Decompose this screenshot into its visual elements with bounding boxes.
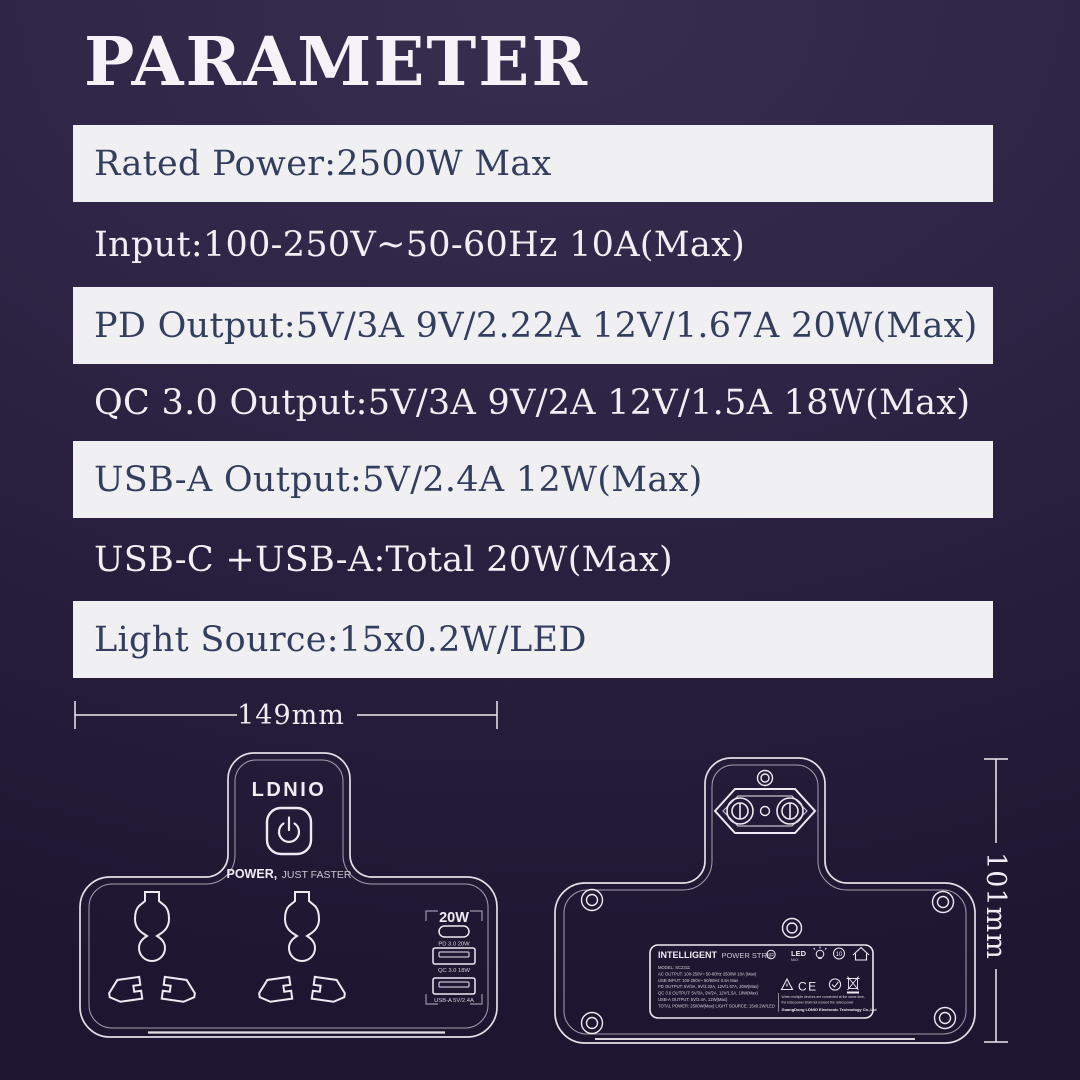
- back-outline-outer: [555, 758, 975, 1043]
- pin-slot-left: [257, 977, 292, 1003]
- label-spec-line: MODEL: SC2311: [658, 965, 691, 970]
- screws: [582, 771, 956, 1034]
- spec-row-usba-output: [73, 441, 993, 518]
- usb-c-port-icon: [439, 926, 469, 937]
- screw-top-right-icon: [933, 892, 954, 913]
- company-name: GuangDong LDNIO Electronic Technology Co.,Ltd: [781, 1007, 877, 1012]
- usb-a-port-1-icon: [433, 948, 475, 964]
- bulb-icon: [814, 947, 827, 959]
- house-icon: [853, 948, 869, 961]
- weee-bin-icon: [847, 977, 860, 994]
- label-warning-line: the total power shall not exceed the rated power: [781, 1000, 854, 1005]
- power-button: [267, 808, 311, 854]
- spec-row-pd-output: [73, 287, 993, 364]
- label-warning-lines: [782, 995, 865, 1005]
- spec-text: USB-C +USB-A:Total 20W(Max): [94, 539, 673, 580]
- label-warning-line: When multiple devices are connected at the same time,: [781, 995, 865, 999]
- label-spec-lines: [658, 965, 775, 1008]
- width-dimension-label: 149mm: [237, 700, 345, 731]
- label-spec-line: USB-A OUTPUT: 5V/2.4A, 12W(Max): [658, 997, 728, 1002]
- plug-pin-left-icon: [727, 798, 753, 824]
- ground-pin-hole: [285, 892, 319, 961]
- pin-slot-left: [107, 977, 142, 1003]
- power-strip-back-view: [535, 745, 1015, 1065]
- back-outline-inner: [564, 765, 966, 1034]
- led-icon: LED: [791, 949, 806, 958]
- usb-power-badge: 20W: [439, 910, 469, 926]
- usb-a-port-2-label: USB-A 5V/2.4A: [434, 998, 474, 1004]
- pin-slot-right: [312, 977, 347, 1003]
- spec-text: QC 3.0 Output:5V/3A 9V/2A 12V/1.5A 18W(Max): [94, 382, 971, 423]
- usb-c-port-label: PD 3.0 20W: [438, 941, 470, 948]
- pin-slot-right: [162, 977, 197, 1003]
- power-icon: [279, 818, 299, 842]
- spec-text: Rated Power:2500W Max: [94, 143, 552, 184]
- ground-pin-hole: [135, 892, 169, 961]
- page-title: PARAMETER: [84, 22, 589, 101]
- spec-text: USB-A Output:5V/2.4A 12W(Max): [94, 459, 703, 500]
- spec-row-qc-output: [73, 364, 993, 441]
- circled-10-icon: [834, 948, 845, 959]
- led-max-label: MAX: [791, 958, 799, 962]
- height-dimension-label: 101mm: [980, 852, 1011, 960]
- spec-row-input: [73, 202, 993, 287]
- label-spec-line: USB INPUT: 100-250V~ 50/60Hz 0.5A Max: [658, 977, 739, 983]
- universal-socket-right: [257, 892, 346, 1003]
- spec-text: PD Output:5V/3A 9V/2.22A 12V/1.67A 20W(Max): [94, 305, 978, 346]
- spec-text: Light Source:15x0.2W/LED: [94, 619, 587, 660]
- label-spec-line: TOTAL POWER: 2500W(Max) LIGHT SOURCE: 15x0.2W/LED: [658, 1003, 775, 1009]
- svg-text:10: 10: [835, 952, 843, 958]
- screw-center-icon: [783, 919, 802, 938]
- label-spec-line: AC OUTPUT: 100-250V~ 50-60Hz 2500W 10A (Max): [658, 971, 757, 977]
- screw-bottom-right-icon: [935, 1008, 956, 1029]
- spec-row-rated-power: [73, 125, 993, 202]
- plug-center-hole-icon: [761, 807, 770, 816]
- tagline: POWER, JUST FASTER: [226, 867, 352, 881]
- power-strip-front-view: [60, 745, 520, 1065]
- spec-row-usbc-usba-total: [73, 518, 993, 601]
- label-plate-title: INTELLIGENT POWER STRIP: [658, 950, 774, 960]
- usb-a-port-2-icon: [433, 978, 475, 994]
- ce-mark: CE: [798, 979, 818, 994]
- usb-port-block: [426, 910, 482, 1004]
- euro-plug: [715, 789, 815, 833]
- screw-top-left-icon: [582, 890, 603, 911]
- spec-row-light-source: [73, 601, 993, 678]
- label-spec-line: QC 3.0 OUTPUT: 5V/3A, 9V/2A, 12V/1.5A, 18W(Max): [658, 990, 758, 996]
- brand-logo-text: LDNIO: [251, 779, 327, 801]
- universal-socket-left: [107, 892, 196, 1003]
- screw-bottom-left-icon: [582, 1013, 603, 1034]
- spec-text: Input:100-250V~50-60Hz 10A(Max): [94, 224, 746, 265]
- width-dimension: [60, 694, 520, 738]
- usb-a-port-1-label: QC 3.0 18W: [438, 968, 470, 974]
- screw-top-icon: [758, 771, 773, 786]
- rating-label-plate: [650, 945, 877, 1018]
- warning-icon: [782, 979, 793, 990]
- check-badge-icon: [829, 979, 840, 990]
- plug-pin-right-icon: [777, 798, 803, 824]
- label-spec-line: PD OUTPUT: 5V/3A, 9V/2.22A, 12V/1.67A, 20W(Max): [658, 984, 759, 990]
